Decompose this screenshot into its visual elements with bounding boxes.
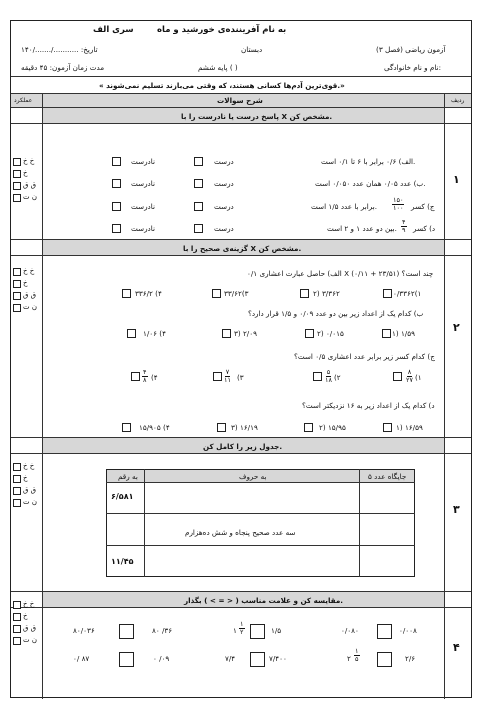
compare-value: ۰/ ۸۷ <box>73 654 90 663</box>
false-label: نادرست <box>131 157 155 166</box>
basmala: به نام آفریننده‌ی خورشید و ماه <box>157 25 287 35</box>
false-label: نادرست <box>131 224 155 233</box>
option-fraction: ۵ ۱۸ <box>325 368 332 384</box>
table-cell: ۱۱/۴۵ <box>111 557 134 566</box>
s3-title: جدول زیر را کامل کن. <box>203 442 283 451</box>
false-label: نادرست <box>131 202 155 211</box>
s4-title: مقایسه کن و علامت مناسب ( < = > ) بگذار. <box>184 596 344 605</box>
true-checkbox[interactable] <box>194 224 203 233</box>
compare-value: ۷/۴ <box>225 654 236 663</box>
col-desc: شرح سوالات <box>217 96 263 105</box>
option: ۱۵/۹۰۵ (۴ <box>139 423 170 432</box>
s1-frac-d: ۴ ۹ <box>402 218 406 234</box>
true-checkbox[interactable] <box>194 157 203 166</box>
compare-value: ۰ /۰۹ <box>153 654 170 663</box>
table-cell: سه عدد صحیح پنجاه و شش ده‌هزارم <box>185 528 296 537</box>
exam-label: آزمون ریاضی (فصل ۳) <box>376 45 446 54</box>
mixed-whole: ۱ <box>233 626 237 635</box>
s1-number: ۱ <box>453 173 460 186</box>
compare-box[interactable] <box>119 652 134 667</box>
mixed-fraction: ۱ ۲ <box>240 620 244 636</box>
true-checkbox[interactable] <box>194 179 203 188</box>
s1-item-a: الف) ۰/۶ برابر با ۶ تا ۰/۱ است. <box>321 157 416 166</box>
true-label: درست <box>214 179 234 188</box>
duration-label: مدت زمان آزمون: ۴۵ دقیقه <box>21 63 105 72</box>
s2-qb: ب) کدام یک از اعداد زیر بین دو عدد ۰/۰۹ و ۱/۵ قرار دارد؟ <box>248 309 424 318</box>
option: ۳) ۱۶/۱۹ <box>231 423 258 432</box>
option-checkbox[interactable] <box>217 423 226 432</box>
col-in-words: به حروف <box>239 472 267 481</box>
col-place-of-5: جایگاه عدد ۵ <box>368 472 407 481</box>
true-label: درست <box>214 202 234 211</box>
mixed-fraction: ۱ ۵ <box>355 647 359 663</box>
school-label: دبستان <box>241 45 263 54</box>
option-checkbox[interactable] <box>222 329 231 338</box>
option-checkbox[interactable] <box>393 372 402 381</box>
motto: « قوی‌ترین آدم‌ها کسانی هستند، که وقتی می‌بازند تسلیم نمی‌شوند.» <box>99 81 345 90</box>
option-checkbox[interactable] <box>383 289 392 298</box>
option-checkbox[interactable] <box>304 423 313 432</box>
option-checkbox[interactable] <box>131 372 140 381</box>
option-checkbox[interactable] <box>122 289 131 298</box>
option: (۲ <box>334 373 341 382</box>
option-fraction: ۴ ۸ <box>143 368 147 384</box>
s4-number: ۴ <box>453 641 460 654</box>
option: ۲) ۱۵/۹۵ <box>319 423 346 432</box>
date-field[interactable]: تاریخ: .........../......./۱۴۰ <box>21 45 98 54</box>
col-row: ردیف <box>451 97 465 104</box>
s1-item-b: ب) عدد ۰/۰۵ همان عدد ۰/۰۵۰ است. <box>315 179 426 188</box>
option: (۴ <box>151 373 158 382</box>
false-checkbox[interactable] <box>112 157 121 166</box>
option-checkbox[interactable] <box>305 329 314 338</box>
name-field[interactable]: نام و نام خانوادگی: <box>384 63 441 72</box>
option-checkbox[interactable] <box>300 289 309 298</box>
option: ۳۳/۶۲(۳ <box>224 289 249 298</box>
col-in-digits: به رقم <box>118 472 138 481</box>
option-fraction: ۷ ۱۱ <box>224 368 231 384</box>
false-label: نادرست <box>131 179 155 188</box>
series-label: سری الف <box>93 25 134 35</box>
option-checkbox[interactable] <box>127 329 136 338</box>
compare-box[interactable] <box>377 652 392 667</box>
mixed-whole: ۲ <box>347 654 351 663</box>
s2-title: گزینه‌ی صحیح را با X مشخص کن. <box>183 244 302 253</box>
compare-value: ۸۰/۰۳۶ <box>73 626 95 635</box>
s1-title: پاسخ درست یا نادرست را با X مشخص کن. <box>181 112 333 121</box>
s1-frac-c: ۱۵۰ ۱۰۰ <box>393 196 404 212</box>
option-checkbox[interactable] <box>212 289 221 298</box>
s3-number: ۳ <box>453 503 460 516</box>
false-checkbox[interactable] <box>112 224 121 233</box>
grade-field[interactable]: پایه ششم ( ) <box>198 63 238 72</box>
option-checkbox[interactable] <box>313 372 322 381</box>
compare-box[interactable] <box>377 624 392 639</box>
compare-value: ۰/۰۰۸ <box>399 626 417 635</box>
compare-value: ۲/۶ <box>405 654 416 663</box>
compare-value: ۱/۵ <box>271 626 282 635</box>
option: ۱) ۱۶/۵۹ <box>396 423 423 432</box>
compare-box[interactable] <box>250 624 265 639</box>
option: ۱/۰۶ (۴ <box>143 329 166 338</box>
s2-number: ۲ <box>453 321 460 334</box>
option-fraction: ۸ ۲۷ <box>406 368 413 384</box>
option: ۲) ۳/۳۶۲ <box>313 289 340 298</box>
s1-item-c-pre: ج) کسر <box>411 202 435 211</box>
true-checkbox[interactable] <box>194 202 203 211</box>
option: ۱) ۱/۵۹ <box>392 329 415 338</box>
s2-qd: د) کدام یک از اعداد زیر به ۱۶ نزدیکتر است؟ <box>302 401 435 410</box>
compare-box[interactable] <box>250 652 265 667</box>
compare-value: ۰/۰۸۰ <box>341 626 359 635</box>
exam-sheet: به نام آفریننده‌ی خورشید و ماه سری الف آزمون ریاضی (فصل ۳) دبستان تاریخ: .........../......./۱۴۰ نام و نام خانوادگی: پایه ششم ( ) مدت زمان آزمون: ۴۵ دقیقه « قوی‌ترین آدم‌ها کسانی هستند، که وقتی می‌بازند تسلیم نمی‌شوند.» ردیف شرح سوالات عملکرد پاسخ درست یا نادرست را با X مشخص کن. ۱ الف) ۰/۶ برابر با ۶ تا ۰/۱ است. ب) عدد ۰/۰۵ همان عدد ۰/۰۵۰ است. ج) کسر ۱۵۰ ۱۰۰ برابر با عدد ۱/۵ است. د) کسر ۴ ۹ بین دو عدد ۱ و ۲ است. درست نادرست درست نادرست درست نادرست درست نادرست خ خ خ ق ق ن ت گزینه‌ی صحیح را با X مشخص کن. ۲ الف) حاصل عبارت اعشاری ۰/۱ X (۰/۱۱ + ۲۳/۵۱) چند است؟ ۰/۳۳۶۲(۱ ۲) ۳/۳۶۲ ۳۳/۶۲(۳ ۳۳۶/۲ (۴ ب) کدام یک از اعداد زیر بین دو عدد ۰/۰۹ و ۱/۵ قرار دارد؟ ۱) ۱/۵۹ ۲) ۰/۰۱۵ ۳) ۲/۰۹ ۱/۰۶ (۴ ج) کدام کسر زیر برابر عدد اعشاری ۰/۵ است؟ (۱ ۸ ۲۷ (۲ ۵ ۱۸ (۳ ۷ ۱۱ (۴ ۴ ۸ د) کدام یک از اعداد زیر به ۱۶ نزدیکتر است؟ ۱) ۱۶/۵۹ ۲) ۱۵/۹۵ ۳) ۱۶/۱۹ ۱۵/۹۰۵ (۴ خ خ خ ق ق ن ت جدول زیر را کامل کن. ۳ جایگاه عدد ۵ به حروف به رقم ۶/۵۸۱ سه عدد صحیح پنجاه و شش ده‌هزارم ۱۱/۴۵ خ خ خ ق ق ن ت مقایسه کن و علامت مناسب ( < = > ) بگذار. ۴ ۰/۰۰۸ ۰/۰۸۰ ۱/۵ ۱ ۱ ۲ ۸۰ /۳۶ ۸۰/۰۳۶ ۲/۶ ۲ ۱ ۵ ۷/۴۰۰ ۷/۴ ۰ /۰۹ ۰/ ۸۷ خ خ خ ق ق ن ت <box>10 20 472 698</box>
option-checkbox[interactable] <box>122 423 131 432</box>
true-label: درست <box>214 157 234 166</box>
false-checkbox[interactable] <box>112 202 121 211</box>
s1-item-c-post: برابر با عدد ۱/۵ است. <box>311 202 378 211</box>
option: ۰/۳۳۶۲(۱ <box>393 289 422 298</box>
option: (۱ <box>415 373 422 382</box>
compare-box[interactable] <box>119 624 134 639</box>
true-label: درست <box>214 224 234 233</box>
table-cell: ۶/۵۸۱ <box>111 492 134 501</box>
col-perf: عملکرد <box>14 97 33 104</box>
s1-item-d-post: بین دو عدد ۱ و ۲ است. <box>327 224 397 233</box>
false-checkbox[interactable] <box>112 179 121 188</box>
s2-qa: الف) حاصل عبارت اعشاری ۰/۱ X (۰/۱۱ + ۲۳/۵۱) چند است؟ <box>247 269 434 278</box>
option: (۳ <box>237 373 244 382</box>
option-checkbox[interactable] <box>383 423 392 432</box>
option: ۲) ۰/۰۱۵ <box>317 329 344 338</box>
option-checkbox[interactable] <box>213 372 222 381</box>
compare-value: ۷/۴۰۰ <box>269 654 287 663</box>
s1-item-d-pre: د) کسر <box>413 224 436 233</box>
option-checkbox[interactable] <box>382 329 391 338</box>
option: ۳) ۲/۰۹ <box>234 329 257 338</box>
compare-value: ۸۰ /۳۶ <box>152 626 173 635</box>
option: ۳۳۶/۲ (۴ <box>135 289 162 298</box>
s2-qc: ج) کدام کسر زیر برابر عدد اعشاری ۰/۵ است؟ <box>294 352 435 361</box>
